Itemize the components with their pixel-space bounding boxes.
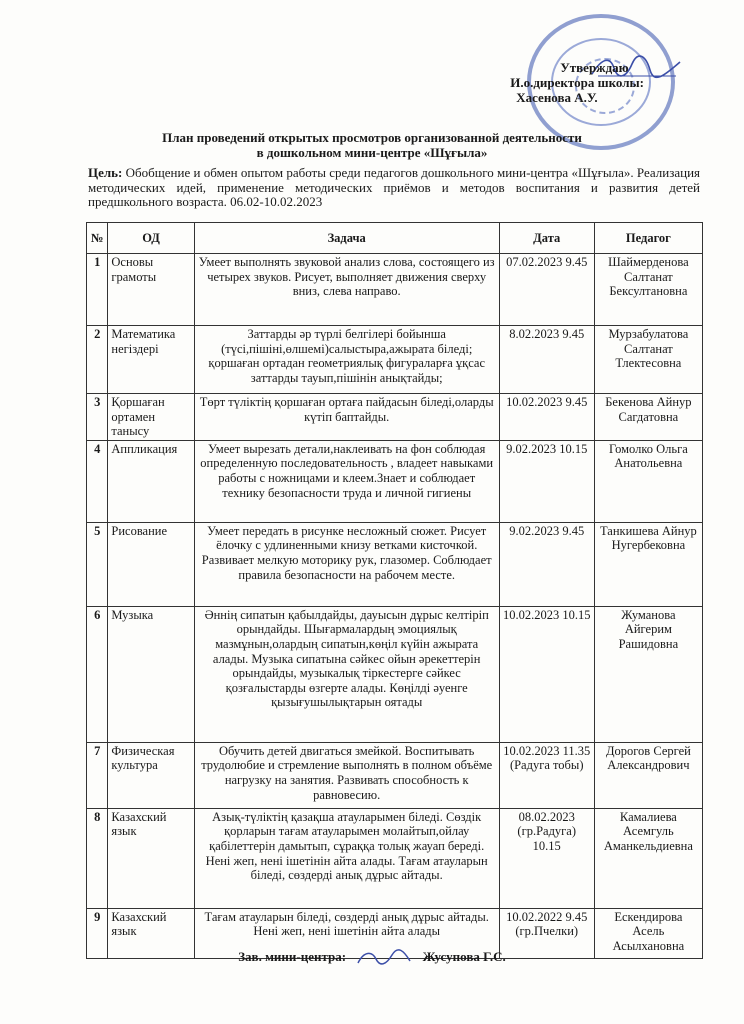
header-od: ОД [108, 223, 194, 254]
row-teacher: Камалиева Асемгуль Аманкельдиевна [594, 808, 702, 908]
row-task: Обучить детей двигаться змейкой. Воспитывать трудолюбие и стремление выполнять в полном объёме нагрузку на занятия. Развивать способность к равновесию. [194, 742, 499, 808]
row-date: 10.02.2023 9.45 [499, 394, 594, 441]
row-teacher: Дорогов Сергей Александрович [594, 742, 702, 808]
row-date: 10.02.2022 9.45 (гр.Пчелки) [499, 908, 594, 958]
schedule-table [86, 222, 703, 959]
row-od: Қоршаған ортамен танысу [108, 394, 194, 441]
header-num: № [87, 223, 108, 254]
row-od: Математика негіздері [108, 326, 194, 394]
row-task: Умеет вырезать детали,наклеивать на фон соблюдая определенную последовательность , владеет навыками работы с ножницами и клеем.Знает и соблюдает технику безопасности труда и личной гигиены [194, 440, 499, 522]
row-num: 5 [87, 522, 108, 606]
title-line-1: План проведений открытых просмотров организованной деятельности [162, 130, 582, 145]
table-header-row [87, 223, 703, 254]
row-num: 6 [87, 606, 108, 742]
table-row [87, 742, 703, 808]
approval-word: Утверждаю [560, 60, 629, 75]
row-date: 10.02.2023 10.15 [499, 606, 594, 742]
footer-signature-line [0, 949, 744, 967]
approval-position: И.о.директора школы: [510, 75, 644, 90]
row-num: 1 [87, 254, 108, 326]
row-num: 4 [87, 440, 108, 522]
approval-name: Хасенова А.У. [516, 90, 598, 105]
row-od: Аппликация [108, 440, 194, 522]
row-od: Казахский язык [108, 808, 194, 908]
document-title [0, 130, 744, 160]
row-date: 9.02.2023 9.45 [499, 522, 594, 606]
row-task: Заттарды әр түрлі белгілері бойынша (түсі,пішіні,өлшемі)салыстыра,ажырата біледі; қоршаған ортадан геометриялық фигураларға ұқсас заттарды тауып,пішінін анықтайды; [194, 326, 499, 394]
row-date: 9.02.2023 10.15 [499, 440, 594, 522]
row-od: Физическая культура [108, 742, 194, 808]
row-teacher: Ескендирова Асель Асылхановна [594, 908, 702, 958]
row-od: Музыка [108, 606, 194, 742]
header-date: Дата [499, 223, 594, 254]
row-task: Төрт түліктің қоршаған ортаға пайдасын біледі,оларды күтіп баптайды. [194, 394, 499, 441]
row-task: Тағам атауларын біледі, сөздерді анық дұрыс айтады. Нені жеп, нені ішетінін айта алады [194, 908, 499, 958]
head-signature [349, 949, 419, 967]
row-num: 2 [87, 326, 108, 394]
header-teacher: Педагог [594, 223, 702, 254]
goal-paragraph [88, 166, 700, 210]
approval-block [510, 60, 644, 105]
row-teacher: Шаймерденова Салтанат Бексултановна [594, 254, 702, 326]
row-date: 8.02.2023 9.45 [499, 326, 594, 394]
row-od: Рисование [108, 522, 194, 606]
footer-name: Жусупова Г.С. [422, 949, 506, 964]
title-line-2: в дошкольном мини-центре «Шұғыла» [256, 145, 488, 160]
row-teacher: Жуманова Айгерим Рашидовна [594, 606, 702, 742]
table-row [87, 808, 703, 908]
footer-label: Зав. мини-центра: [238, 949, 347, 964]
goal-label: Цель: [88, 165, 123, 180]
row-num: 7 [87, 742, 108, 808]
row-od: Казахский язык [108, 908, 194, 958]
row-teacher: Мурзабулатова Салтанат Тлектесовна [594, 326, 702, 394]
row-teacher: Гомолко Ольга Анатольевна [594, 440, 702, 522]
row-num: 3 [87, 394, 108, 441]
row-num: 8 [87, 808, 108, 908]
goal-text: Обобщение и обмен опытом работы среди педагогов дошкольного мини-центра «Шұғыла». Реализация методических идей, применение методических приёмов и методов воспитания и развития детей предшкольного возраста. 06.02-10.02.2023 [88, 165, 701, 209]
table-row [87, 326, 703, 394]
table-row [87, 522, 703, 606]
row-teacher: Танкишева Айнур Нугербековна [594, 522, 702, 606]
row-date: 10.02.2023 11.35 (Радуга тобы) [499, 742, 594, 808]
table-row [87, 606, 703, 742]
row-teacher: Бекенова Айнур Сагдатовна [594, 394, 702, 441]
row-num: 9 [87, 908, 108, 958]
row-task: Азық-түліктің қазақша атауларымен біледі. Сөздік қорларын тағам атауларымен молайтып,ойлау қабілеттерін дамытып, сұраққа толық жауап береді. Нені жеп, нені ішетінін айта алады. Тағам атауларын біледі, сөздерді анық дұрыс айтады. [194, 808, 499, 908]
row-date: 08.02.2023 (гр.Радуга) 10.15 [499, 808, 594, 908]
row-date: 07.02.2023 9.45 [499, 254, 594, 326]
table-row [87, 394, 703, 441]
table-row [87, 254, 703, 326]
row-task: Умеет передать в рисунке несложный сюжет. Рисует ёлочку с удлиненными книзу ветками кисточкой. Развивает мелкую моторику рук, глазомер. Соблюдает правила безопасности на рабочем месте. [194, 522, 499, 606]
row-od: Основы грамоты [108, 254, 194, 326]
header-task: Задача [194, 223, 499, 254]
row-task: Умеет выполнять звуковой анализ слова, состоящего из четырех звуков. Рисует, выполняет движения сверху вниз, слева направо. [194, 254, 499, 326]
row-task: Әннің сипатын қабылдайды, дауысын дұрыс келтіріп орындайды. Шығармалардың эмоциялық мазмұнын,олардың сипатын,көңіл күйін ажырата алады. Музыка сипатына сәйкес ойын әрекеттерін орындайды, музыкалық тіркестерге сәйкес қозғалыстарды өзгерте алады. Көңілді әуенге қызығушылықтарын оятады [194, 606, 499, 742]
table-row [87, 440, 703, 522]
